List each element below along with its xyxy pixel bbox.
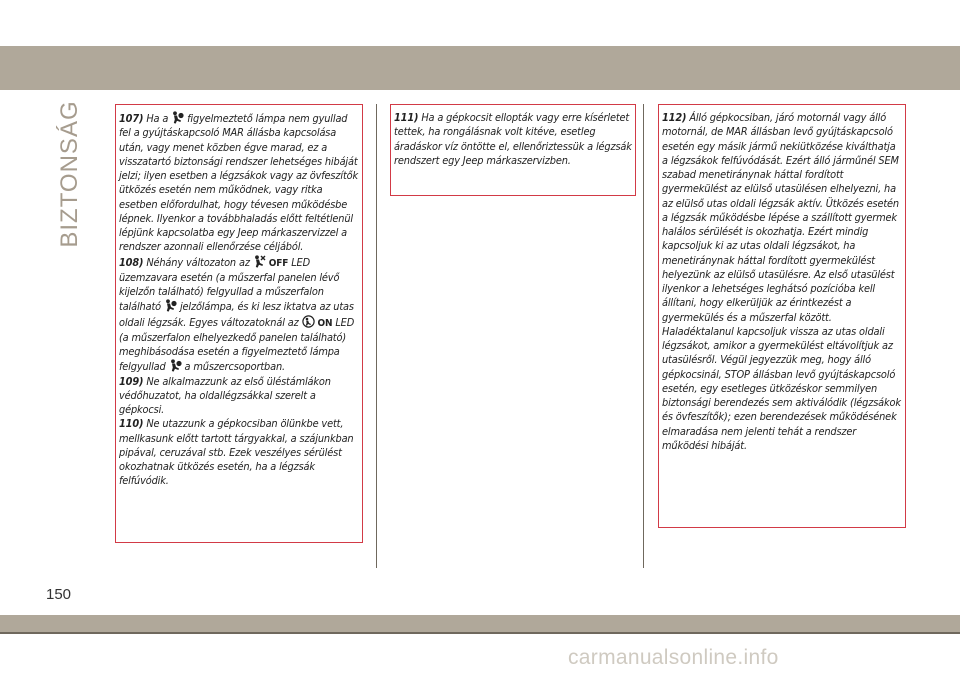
section-label-text: BIZTONSÁG bbox=[56, 100, 83, 248]
note-107: 107) Ha a figyelmeztető lámpa nem gyullad fel a gyújtáskapcsoló MAR állásba kapcsolása után, vagy menet közben égve marad, ez a visszatartó biztonsági rendszer lehetséges hibáját jelzi; ilyen esetben a légzsákok vagy az övfeszítők ütközés esetén nem működnek, vagy ritka esetben előfordulhat, hogy tévesen működésbe lépnek. Ilyenkor a továbbhaladás előtt feltétlenül lépjünk kapcsolatba egy Jeep márkaszervizzel a rendszer azonnali ellenőrzése céljából. bbox=[119, 112, 358, 254]
note-112: 112) Álló gépkocsiban, járó motornál vagy álló motornál, de MAR állásban levő gyújtáskapcsoló esetén egy másik jármű nekiütközése kiválthatja a légzsákok felfúvódását. Ezért álló járműnél SEM szabad menetiránynak háttal fordított gyermekülést az elülső utasülésen elhelyezni, ha az elülső utas oldali légzsák aktív. Ütközés esetén a légzsák működésbe lépése a szállított gyermek halálos sérülését is okozhatja. Ezért mindig kapcsoljuk ki az utas oldali légzsákot, ha menetiránynak háttal fordított gyermekülést helyezünk az elülső utasülésre. Az első utasülést ilyenkor a lehetséges leghátsó pozícióba kell állítani, hogy elkerüljük az érintkezést a gyermekülés és a műszerfal között. Haladéktalanul kapcsoljuk vissza az utas oldali légzsákot, amikor a gyermekülést eltávolítjuk az utasülésről. Végül jegyezzük meg, hogy álló gépkocsinál, STOP állásban levő gyújtáskapcsoló esetén, egy esetleges ütközéskor semmilyen biztonsági berendezés sem aktiválódik (légzsákok és övfeszítők); ezen berendezések működésének elmaradása nem jelenti tehát a rendszer működési hibáját. bbox=[662, 111, 901, 452]
page-number: 150 bbox=[46, 586, 72, 603]
warning-box-112 bbox=[658, 104, 906, 528]
note-110: 110) Ne utazzunk a gépkocsiban ölünkbe vett, mellkasunk előtt tartott tárgyakkal, a szájunkban pipával, ceruzával stb. Ezek veszélyes sérülést okozhatnak ütközés esetén, ha a légzsák felfúvódik. bbox=[119, 417, 354, 488]
note-109: 109) Ne alkalmazzunk az első üléstámlákon védőhuzatot, ha oldallégzsákkal szerelt a gépkocsi. bbox=[119, 374, 331, 416]
column-divider-right bbox=[643, 104, 644, 568]
airbag-warning-icon bbox=[169, 359, 182, 372]
airbag-warning-icon bbox=[164, 299, 177, 312]
warning-box-107-110 bbox=[115, 104, 363, 543]
column-divider-left bbox=[376, 104, 377, 568]
warning-box-111 bbox=[390, 104, 636, 196]
passenger-airbag-on-icon bbox=[302, 315, 315, 328]
note-108: 108) Néhány változaton az OFF LED üzemzavara esetén (a műszerfal panelen lévő kijelzőn található) felgyullad a műszerfalon található jelzőlámpa, és ki lesz iktatva az utas oldali légzsák. Egyes változatoknál az ON LED (a műszerfalon elhelyezkedő panelen található) meghibásodása esetén a figyelmeztető lámpa felgyullad a műszercsoportban. bbox=[119, 255, 355, 374]
note-111: 111) Ha a gépkocsit ellopták vagy erre kísérletet tettek, ha rongálásnak volt kitéve, esetleg áradáskor víz öntötte el, ellenőriztessük a légzsák rendszert egy Jeep márkaszervizben. bbox=[394, 111, 632, 167]
airbag-warning-icon bbox=[171, 111, 184, 124]
footer-rule bbox=[0, 632, 960, 634]
header-band bbox=[0, 46, 960, 90]
section-label bbox=[52, 100, 88, 248]
passenger-airbag-off-icon bbox=[253, 255, 266, 268]
top-margin bbox=[0, 0, 960, 46]
footer-band bbox=[0, 615, 960, 633]
watermark: carmanualsonline.info bbox=[568, 646, 779, 669]
